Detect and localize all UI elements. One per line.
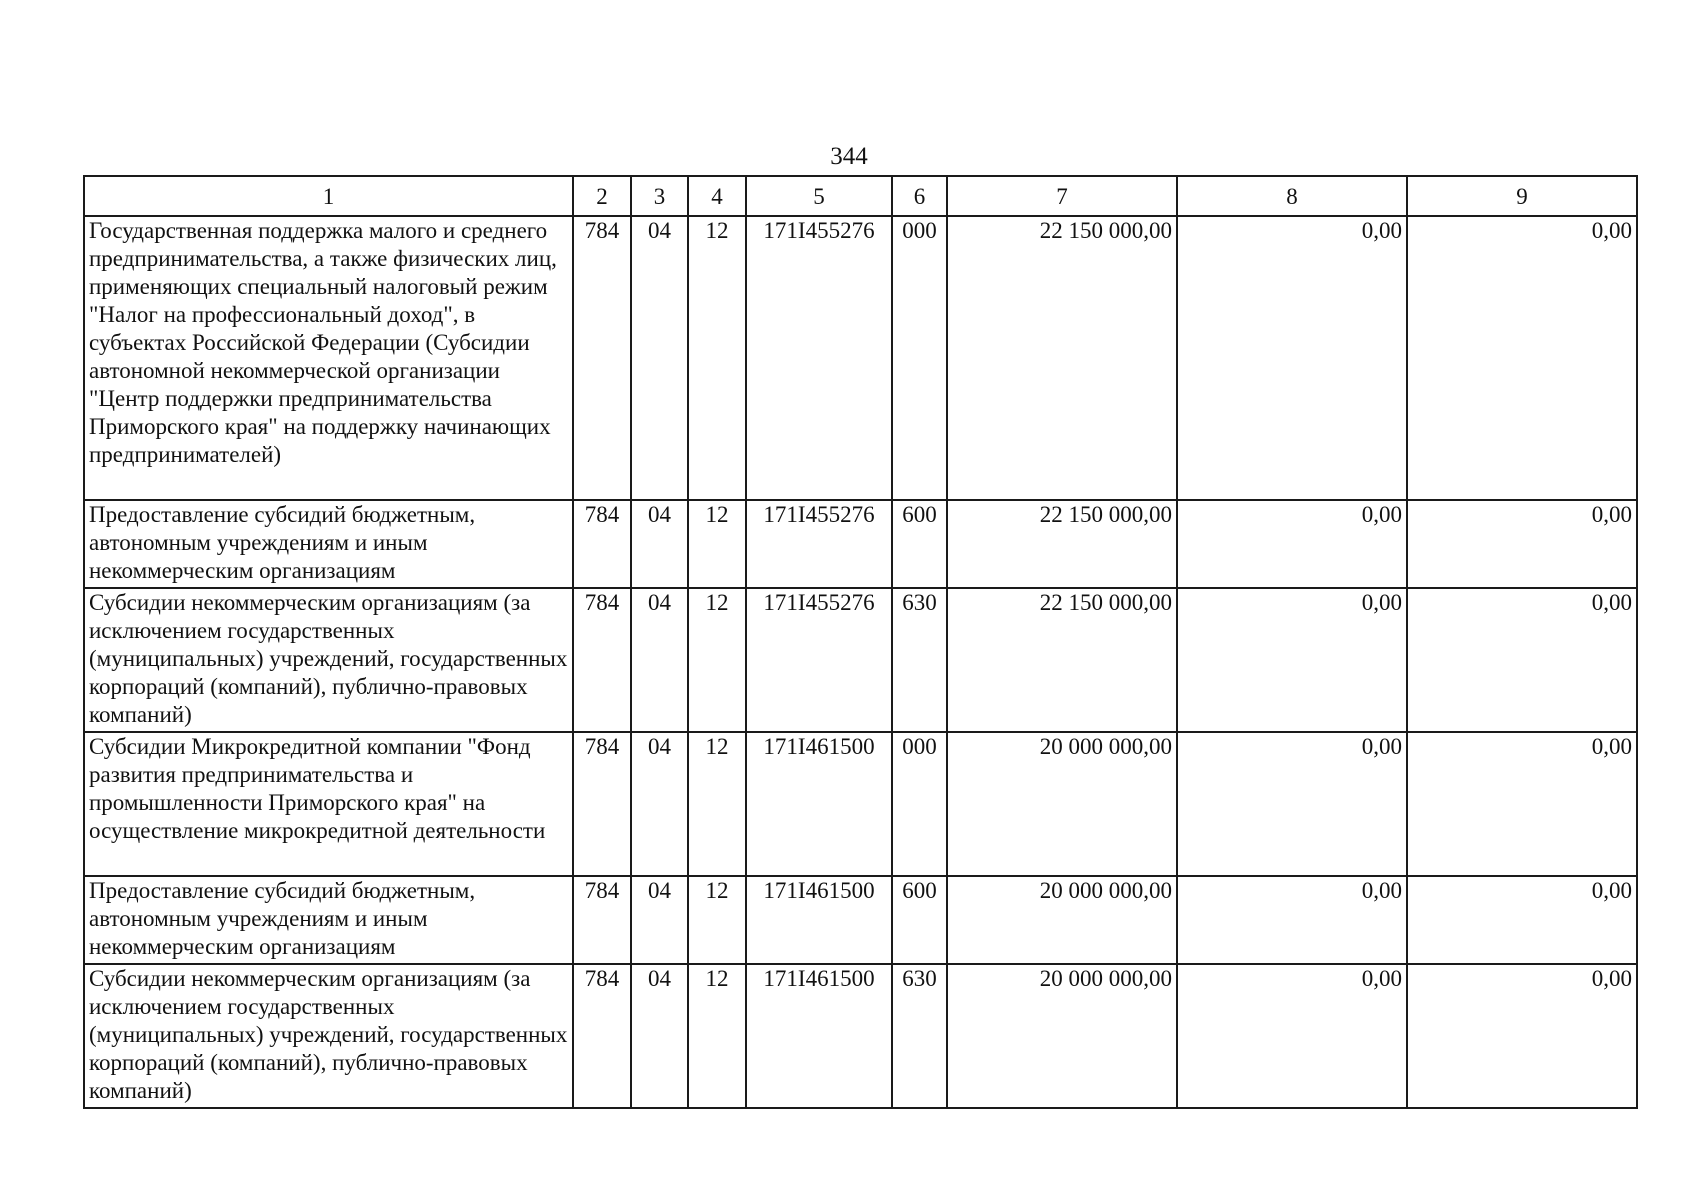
row-description: Субсидии некоммерческим организациям (за исключением государственных (муниципальных) учреждений, государственных корпораций (компаний), публично-правовых компаний) bbox=[84, 964, 573, 1108]
row-description: Предоставление субсидий бюджетным, автономным учреждениям и иным некоммерческим организациям bbox=[84, 500, 573, 588]
column-header: 4 bbox=[688, 176, 746, 216]
cell-amount: 0,00 bbox=[1407, 876, 1637, 964]
column-header: 6 bbox=[892, 176, 947, 216]
table-row bbox=[84, 964, 1637, 1108]
cell-amount: 20 000 000,00 bbox=[947, 732, 1177, 876]
cell-amount: 0,00 bbox=[1177, 964, 1407, 1108]
cell-amount: 0,00 bbox=[1177, 588, 1407, 732]
cell-expense-type: 630 bbox=[892, 964, 947, 1108]
cell-amount: 20 000 000,00 bbox=[947, 964, 1177, 1108]
cell-target-article: 171I461500 bbox=[746, 876, 892, 964]
cell-subsection: 12 bbox=[688, 876, 746, 964]
row-description: Субсидии Микрокредитной компании "Фонд развития предпринимательства и промышленности Приморского края" на осуществление микрокредитной деятельности bbox=[84, 732, 573, 876]
cell-target-article: 171I461500 bbox=[746, 732, 892, 876]
cell-amount: 0,00 bbox=[1407, 500, 1637, 588]
cell-expense-type: 600 bbox=[892, 500, 947, 588]
cell-admin-code: 784 bbox=[573, 876, 631, 964]
cell-amount: 0,00 bbox=[1407, 964, 1637, 1108]
cell-target-article: 171I455276 bbox=[746, 588, 892, 732]
header-row bbox=[84, 176, 1637, 216]
cell-expense-type: 000 bbox=[892, 732, 947, 876]
row-description: Субсидии некоммерческим организациям (за исключением государственных (муниципальных) учреждений, государственных корпораций (компаний), публично-правовых компаний) bbox=[84, 588, 573, 732]
cell-admin-code: 784 bbox=[573, 216, 631, 500]
cell-section: 04 bbox=[631, 876, 688, 964]
column-header: 7 bbox=[947, 176, 1177, 216]
cell-subsection: 12 bbox=[688, 588, 746, 732]
cell-amount: 22 150 000,00 bbox=[947, 500, 1177, 588]
cell-amount: 20 000 000,00 bbox=[947, 876, 1177, 964]
cell-expense-type: 600 bbox=[892, 876, 947, 964]
row-description: Государственная поддержка малого и среднего предпринимательства, а также физических лиц, применяющих специальный налоговый режим "Налог на профессиональный доход", в субъектах Российской Федерации (Субсидии автономной некоммерческой организации "Центр поддержки предпринимательства Приморского края" на поддержку начинающих предпринимателей) bbox=[84, 216, 573, 500]
cell-amount: 22 150 000,00 bbox=[947, 216, 1177, 500]
cell-section: 04 bbox=[631, 588, 688, 732]
budget-table bbox=[83, 175, 1638, 1109]
cell-subsection: 12 bbox=[688, 732, 746, 876]
cell-target-article: 171I455276 bbox=[746, 216, 892, 500]
cell-amount: 0,00 bbox=[1177, 732, 1407, 876]
cell-section: 04 bbox=[631, 964, 688, 1108]
column-header: 1 bbox=[84, 176, 573, 216]
table-row bbox=[84, 732, 1637, 876]
cell-amount: 0,00 bbox=[1177, 216, 1407, 500]
cell-section: 04 bbox=[631, 216, 688, 500]
page-number: 344 bbox=[830, 143, 868, 170]
cell-expense-type: 630 bbox=[892, 588, 947, 732]
column-header: 5 bbox=[746, 176, 892, 216]
table-row bbox=[84, 588, 1637, 732]
cell-admin-code: 784 bbox=[573, 964, 631, 1108]
cell-subsection: 12 bbox=[688, 216, 746, 500]
cell-admin-code: 784 bbox=[573, 732, 631, 876]
column-header: 2 bbox=[573, 176, 631, 216]
column-header: 3 bbox=[631, 176, 688, 216]
cell-target-article: 171I455276 bbox=[746, 500, 892, 588]
cell-section: 04 bbox=[631, 732, 688, 876]
cell-subsection: 12 bbox=[688, 964, 746, 1108]
column-header: 8 bbox=[1177, 176, 1407, 216]
cell-expense-type: 000 bbox=[892, 216, 947, 500]
cell-amount: 22 150 000,00 bbox=[947, 588, 1177, 732]
cell-admin-code: 784 bbox=[573, 500, 631, 588]
cell-amount: 0,00 bbox=[1177, 876, 1407, 964]
cell-admin-code: 784 bbox=[573, 588, 631, 732]
row-description: Предоставление субсидий бюджетным, автономным учреждениям и иным некоммерческим организациям bbox=[84, 876, 573, 964]
cell-amount: 0,00 bbox=[1407, 588, 1637, 732]
cell-amount: 0,00 bbox=[1407, 216, 1637, 500]
cell-amount: 0,00 bbox=[1177, 500, 1407, 588]
column-header: 9 bbox=[1407, 176, 1637, 216]
table-row bbox=[84, 876, 1637, 964]
cell-amount: 0,00 bbox=[1407, 732, 1637, 876]
cell-subsection: 12 bbox=[688, 500, 746, 588]
table-row bbox=[84, 500, 1637, 588]
cell-target-article: 171I461500 bbox=[746, 964, 892, 1108]
table-row bbox=[84, 216, 1637, 500]
cell-section: 04 bbox=[631, 500, 688, 588]
